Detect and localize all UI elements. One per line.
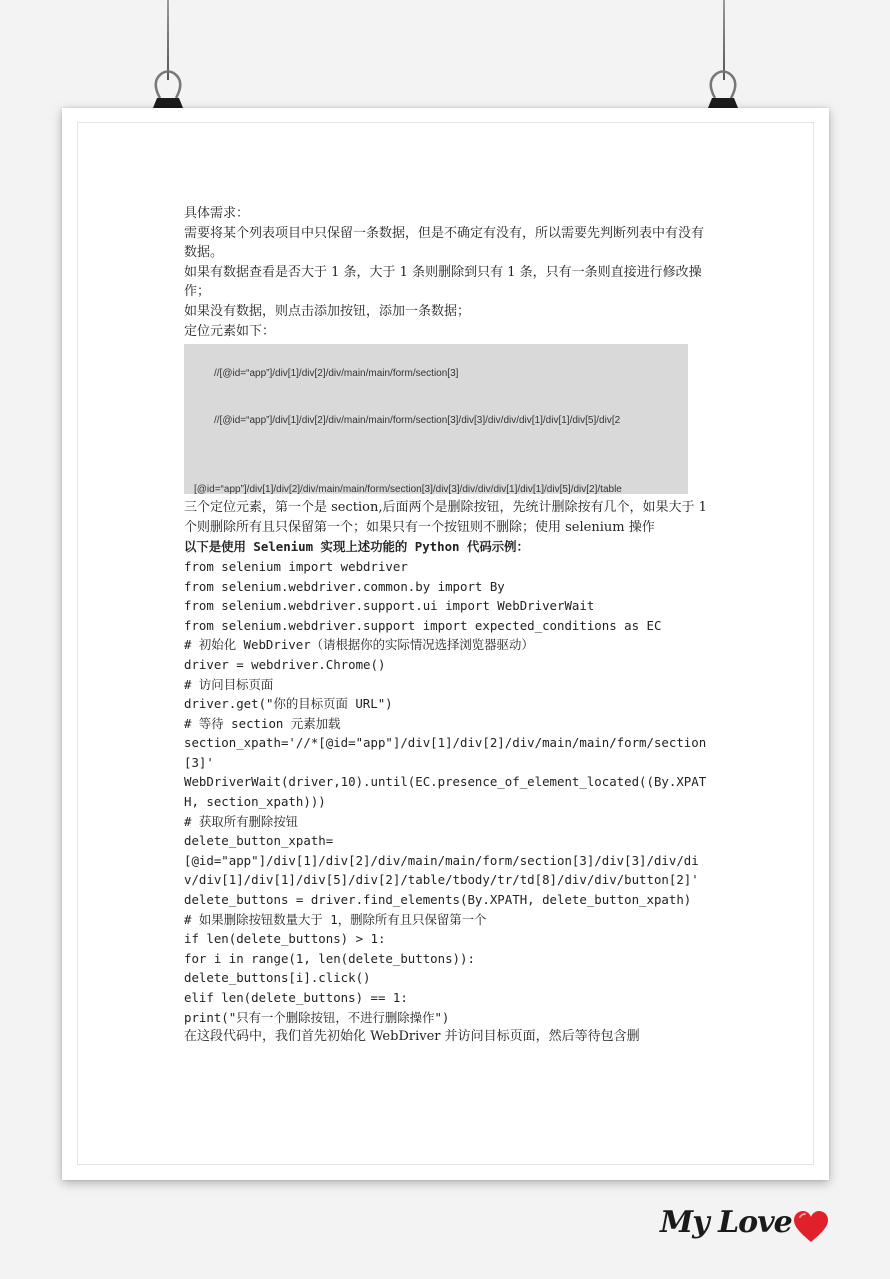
description-line: 三个定位元素，第一个是 section,后面两个是删除按钮，先统计删除按有几个，如果大于 1 个则删除所有且只保留第一个；如果只有一个按钮则不删除；使用 selenium 操作: [184, 500, 712, 535]
code-line: delete_buttons = driver.find_elements(By.XPATH, delete_button_xpath): [184, 892, 692, 908]
paper-sheet: [62, 108, 829, 1180]
intro-line: 具体需求：: [184, 206, 250, 221]
heart-icon: [793, 1210, 829, 1244]
code-line: delete_buttons[i].click(): [184, 970, 371, 986]
xpath-screenshot: [184, 344, 688, 494]
code-line: print("只有一个删除按钮，不进行删除操作"): [184, 1009, 450, 1025]
code-block: [184, 557, 708, 1027]
code-line: from selenium.webdriver.common.by import By: [184, 578, 505, 594]
code-line: # 获取所有删除按钮: [184, 813, 299, 829]
code-line: if len(delete_buttons) > 1:: [184, 931, 386, 947]
xpath-line: //[@id=“app”]/div[1]/div[2]/div/main/main/form/section[3]: [214, 368, 459, 380]
code-line: section_xpath='//*[@id="app"]/div[1]/div[2]/div/main/main/form/section[3]': [184, 735, 707, 770]
code-line: # 访问目标页面: [184, 676, 274, 692]
code-line: # 如果删除按钮数量大于 1，删除所有且只保留第一个: [184, 911, 487, 927]
intro-line: 如果有数据查看是否大于 1 条，大于 1 条则删除到只有 1 条，只有一条则直接进行修改操作；: [184, 264, 702, 300]
code-heading: 以下是使用 Selenium 实现上述功能的 Python 代码示例：: [184, 539, 529, 555]
code-line: from selenium import webdriver: [184, 558, 408, 574]
code-line: elif len(delete_buttons) == 1:: [184, 990, 408, 1005]
code-line: driver.get("你的目标页面 URL"): [184, 696, 393, 712]
code-line: from selenium.webdriver.support import expected_conditions as EC: [184, 617, 662, 633]
code-line: WebDriverWait(driver,10).until(EC.presence_of_element_located((By.XPATH, section_xpath))): [184, 774, 707, 810]
code-line: for i in range(1, len(delete_buttons)):: [184, 950, 475, 966]
code-line: delete_button_xpath=: [184, 833, 334, 849]
intro-line: 如果没有数据，则点击添加按钮，添加一条数据；: [184, 303, 471, 319]
code-line: # 初始化 WebDriver（请根据你的实际情况选择浏览器驱动）: [184, 637, 534, 653]
code-line: [@id="app"]/div[1]/div[2]/div/main/main/form/section[3]/div[3]/div/div/div[1]/div[1]/div[5]/div[2]/table/tbody/tr/td[8]/div/div/button[2]': [184, 852, 699, 888]
code-line: from selenium.webdriver.support.ui import WebDriverWait: [184, 598, 595, 614]
closing-line: 在这段代码中，我们首先初始化 WebDriver 并访问目标页面，然后等待包含删: [184, 1029, 640, 1045]
intro-line: 需要将某个列表项目中只保留一条数据，但是不确定有没有，所以需要先判断列表中有没有数据。: [184, 225, 705, 261]
code-line: driver = webdriver.Chrome(): [184, 656, 386, 672]
code-line: # 等待 section 元素加载: [184, 715, 341, 731]
signature-text: My Love: [660, 1205, 792, 1240]
intro-line: 定位元素如下：: [184, 323, 276, 339]
xpath-line: //[@id=“app”]/div[1]/div[2]/div/main/main/form/section[3]/div[3]/div/div/div[1]/div[1]/div[5]/div[2: [214, 415, 621, 427]
document-content: [184, 204, 712, 1047]
xpath-line: [@id=“app”]/div[1]/div[2]/div/main/main/form/section[3]/div[3]/div/div/div[1]/div[1]/div[5]/div[2]/table: [194, 484, 622, 495]
